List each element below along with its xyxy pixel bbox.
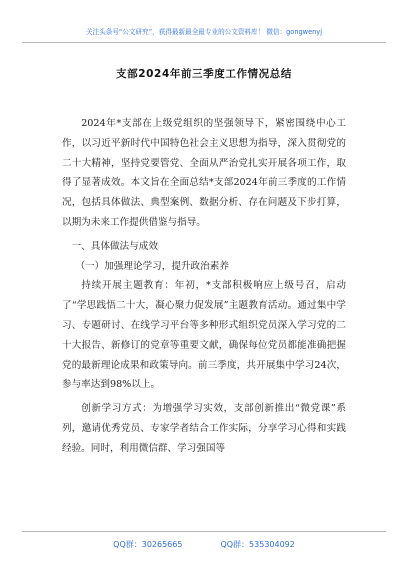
document-title: 支部2024年前三季度工作情况总结 bbox=[116, 68, 292, 80]
document-body bbox=[62, 114, 346, 459]
body-paragraph-innovation: 创新学习方式：为增强学习实效，支部创新推出“微党课”系列，邀请优秀党员、专家学者结合工作实际，分享学习心得和实践经验。同时，利用微信群、学习强国等 bbox=[62, 403, 346, 454]
footer-qq-group-1: QQ群：30265665 bbox=[113, 540, 183, 549]
subsection-heading: （一）加强理论学习，提升政治素养 bbox=[75, 260, 229, 272]
header-banner: 关注头条号“公文研究”，获得最新最全最专业的公文资料库！ 微信：gongwenyj bbox=[22, 22, 386, 43]
body-paragraph-theme-education: 持续开展主题教育：年初，*支部积极响应上级号召，启动了“学思践悟二十大，凝心聚力促发展”主题教育活动。通过集中学习、专题研讨、在线学习平台等多种形式组织党员深入学习党的二十大报告、新修订的党章等重要文献，确保每位党员都能准确把握党的最新理论成果和政策导向。前三季度，共开展集中学习24次，参与率达到98%以上。 bbox=[62, 280, 346, 391]
footer-bar bbox=[22, 531, 386, 550]
footer-qq-group-2: QQ群：535304092 bbox=[220, 540, 295, 549]
intro-paragraph: 2024年*支部在上级党组织的坚强领导下，紧密围绕中心工作，以习近平新时代中国特色社会主义思想为指导，深入贯彻党的二十大精神，坚持党要管党、全面从严治党扎实开展各项工作，取得了显著成效。本文旨在全面总结*支部2024年前三季度的工作情况，包括具体做法、典型案例、数据分析、存在问题及下步打算，以期为未来工作提供借鉴与指导。 bbox=[62, 118, 346, 228]
section-heading: 一、具体做法与成效 bbox=[71, 240, 158, 252]
